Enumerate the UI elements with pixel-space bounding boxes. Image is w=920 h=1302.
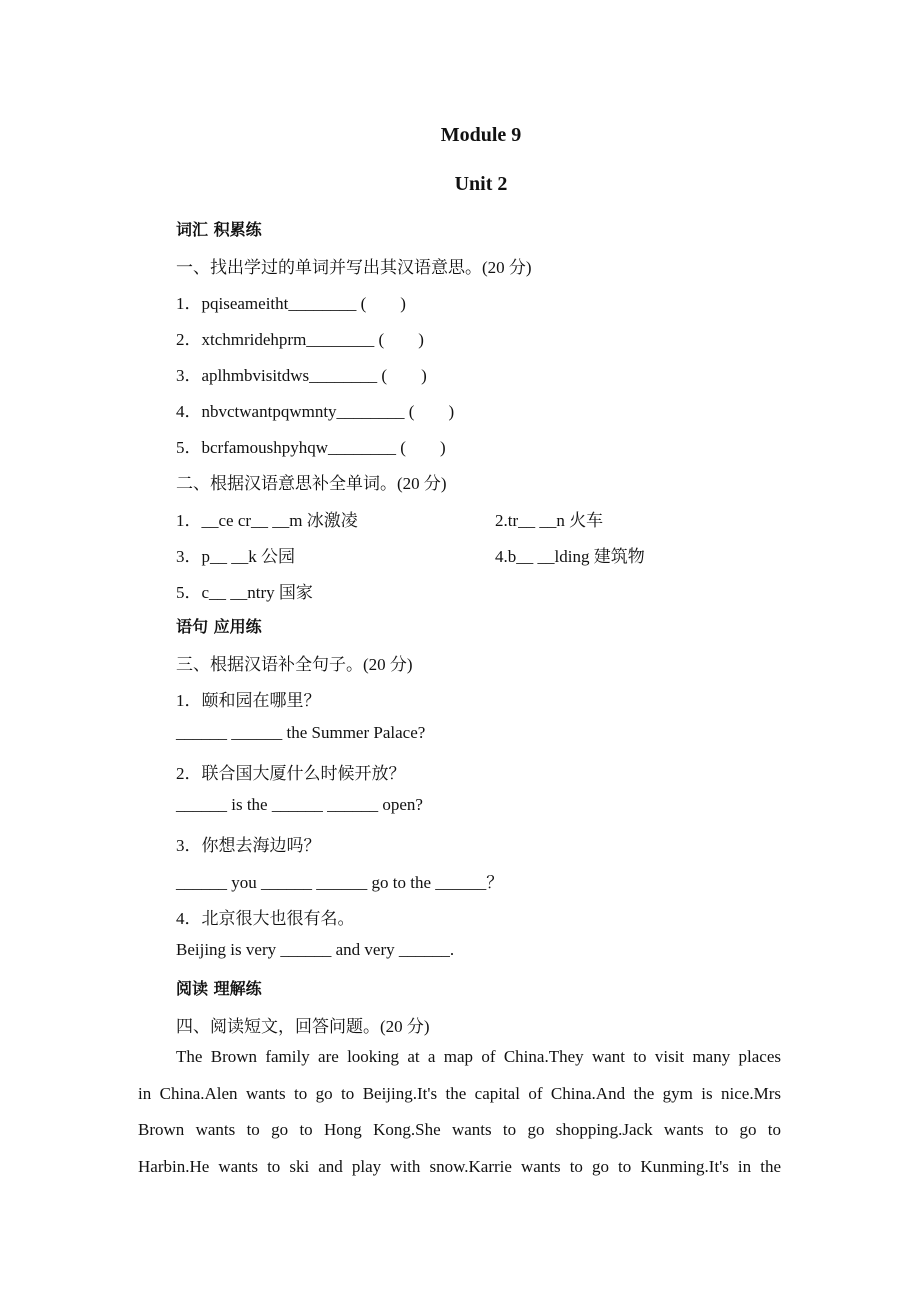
part1-heading: 一、找出学过的单词并写出其汉语意思。(20 分) xyxy=(176,258,532,277)
list-item: Beijing is very ______ and very ______. xyxy=(176,940,455,959)
list-item: ______ ______ the Summer Palace? xyxy=(176,723,426,742)
list-item: ______ is the ______ ______ open? xyxy=(176,795,423,814)
list-item: 2.tr__ __n 火车 xyxy=(495,511,604,530)
list-item: 4．nbvctwantpqwmnty________ ( ) xyxy=(176,402,455,421)
unit-title: Unit 2 xyxy=(454,173,508,195)
list-item: 2．联合国大厦什么时候开放？ xyxy=(176,764,406,783)
vocab-heading: 词汇 积累练 xyxy=(176,220,262,239)
page-title: Module 9 xyxy=(440,124,522,146)
part4-heading: 四、阅读短文，回答问题。(20 分) xyxy=(176,1017,430,1036)
list-item: ______ you ______ ______ go to the ______？ xyxy=(176,873,504,892)
list-item: 3．aplhmbvisitdws________ ( ) xyxy=(176,366,427,385)
list-item: 3．你想去海边吗？ xyxy=(176,836,321,855)
reading-heading: 阅读 理解练 xyxy=(176,979,262,998)
part3-heading: 三、根据汉语补全句子。(20 分) xyxy=(176,655,413,674)
list-item: 5．bcrfamoushpyhqw________ ( ) xyxy=(176,438,446,457)
list-item: 2．xtchmridehprm________ ( ) xyxy=(176,330,424,349)
list-item: 1．pqiseameitht________ ( ) xyxy=(176,294,406,313)
list-item: 1．颐和园在哪里？ xyxy=(176,691,321,710)
reading-passage xyxy=(138,1039,781,1185)
list-item: 5．c__ __ntry 国家 xyxy=(176,583,313,602)
list-item: 4.b__ __lding 建筑物 xyxy=(495,547,645,566)
list-item: 4．北京很大也很有名。 xyxy=(176,909,355,928)
passage-line: Brown wants to go to Hong Kong.She wants to go shopping.Jack wants to go to xyxy=(138,1120,781,1139)
passage-line: in China.Alen wants to go to Beijing.It's the capital of China.And the gym is nice.Mrs xyxy=(138,1083,781,1103)
part2-heading: 二、根据汉语意思补全单词。(20 分) xyxy=(176,474,447,493)
list-item: 1．__ce cr__ __m 冰激凌 xyxy=(176,511,358,530)
list-item: 3．p__ __k 公园 xyxy=(176,547,295,566)
sentence-heading: 语句 应用练 xyxy=(176,617,262,636)
passage-line: The Brown family are looking at a map of China.They want to visit many places xyxy=(176,1047,781,1066)
passage-line: Harbin.He wants to ski and play with snow.Karrie wants to go to Kunming.It's in the xyxy=(138,1156,781,1176)
